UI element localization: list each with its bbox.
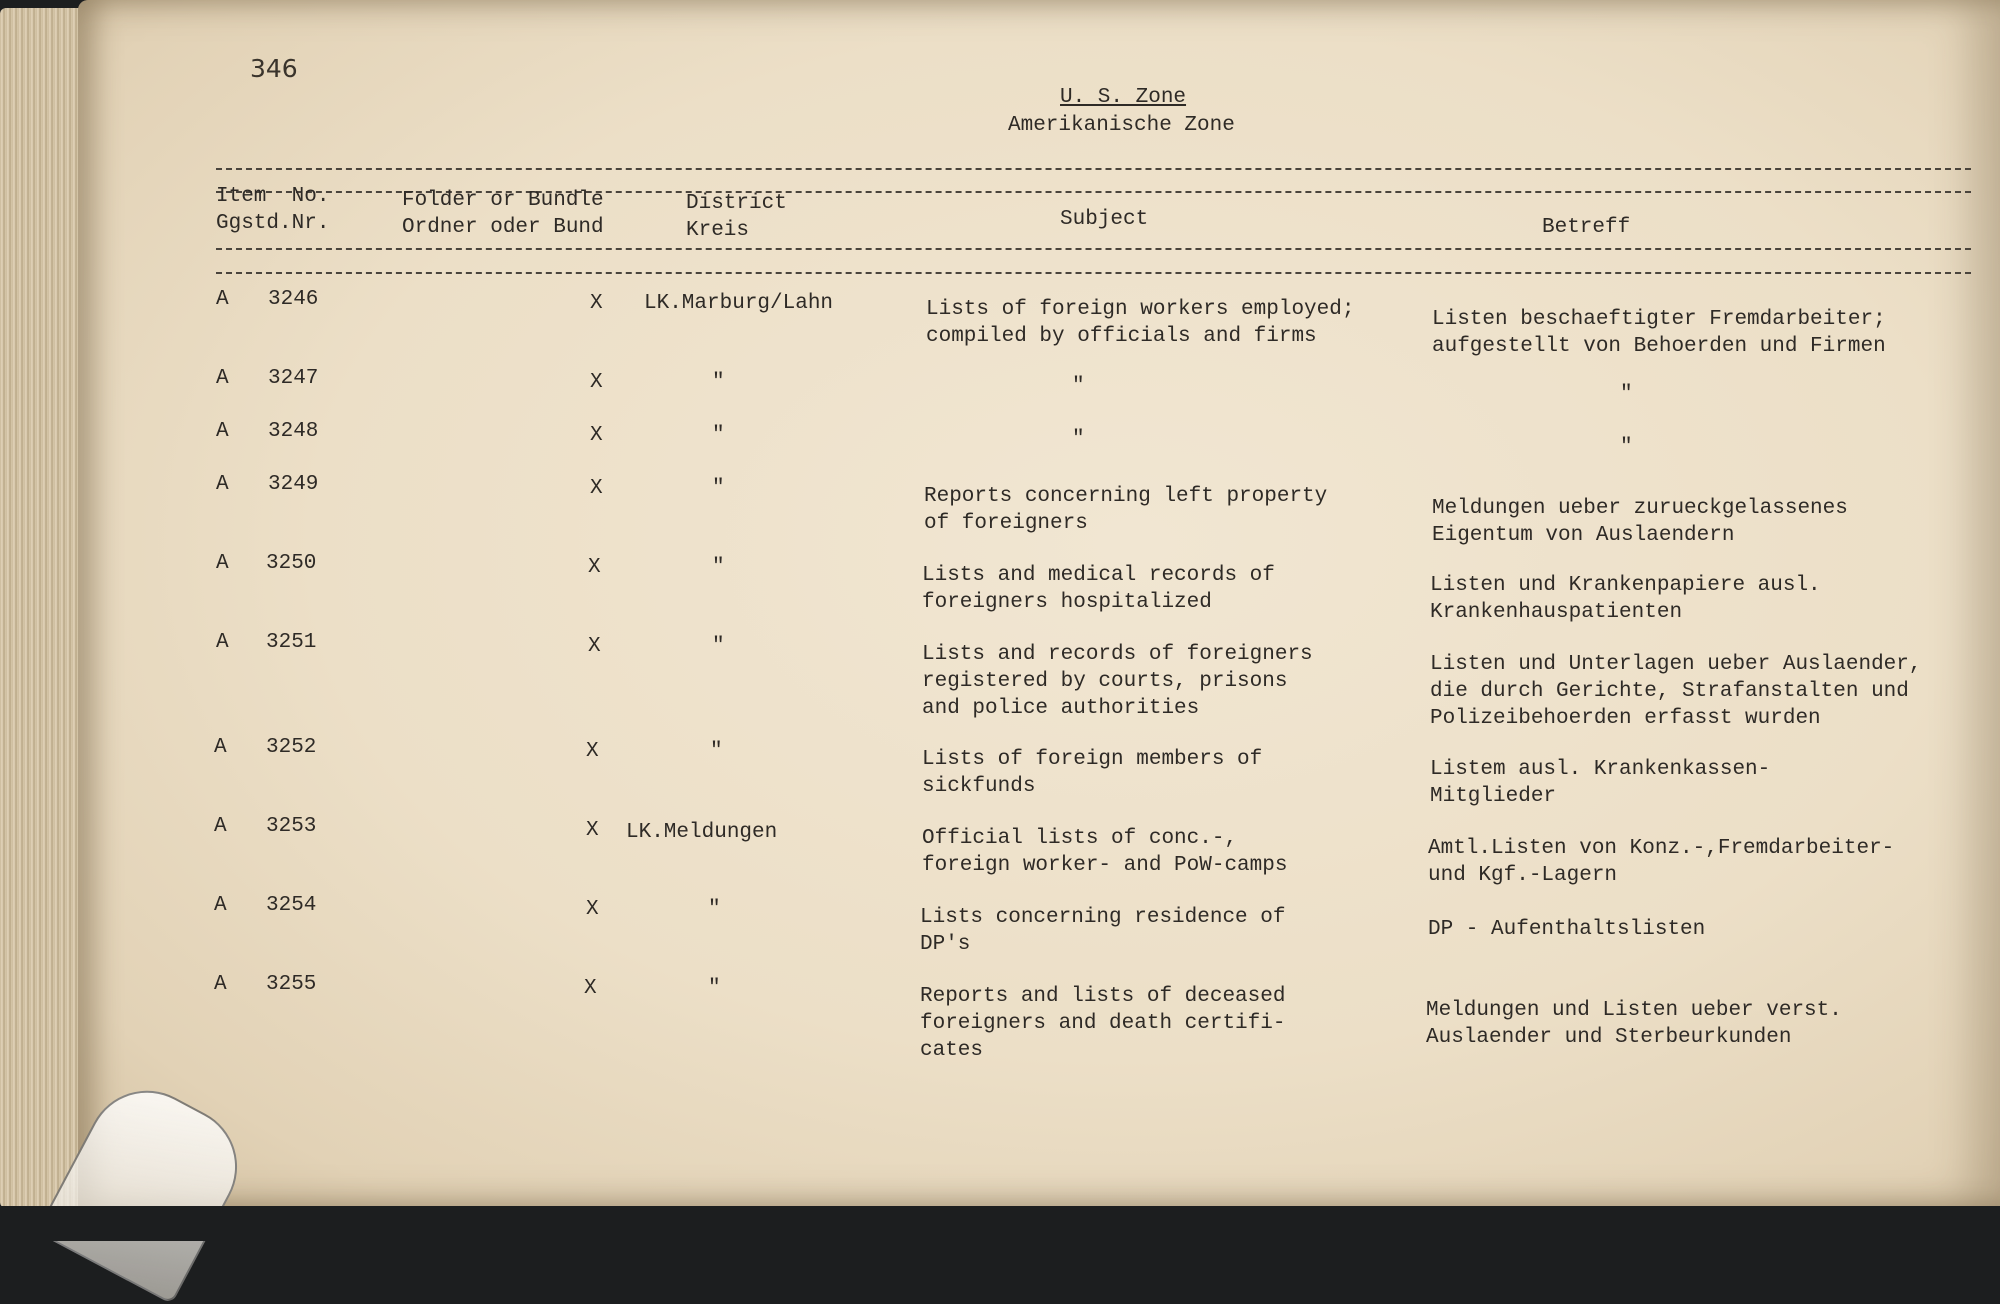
row-district: " bbox=[708, 977, 721, 1000]
row-prefix: A bbox=[216, 473, 229, 496]
row-prefix: A bbox=[216, 367, 229, 390]
row-subject: Lists of foreign workers employed; compiled by officials and firms bbox=[926, 298, 1355, 348]
row-mark: X bbox=[590, 477, 603, 500]
header-folder-de: Ordner oder Bund bbox=[402, 216, 604, 239]
row-betreff: " bbox=[1620, 436, 1633, 459]
row-number: 3255 bbox=[266, 973, 317, 996]
row-betreff: " bbox=[1620, 383, 1633, 406]
row-betreff: Amtl.Listen von Konz.-,Fremdarbeiter- und Kgf.-Lagern bbox=[1428, 837, 1895, 887]
header-district-de: Kreis bbox=[686, 219, 750, 242]
row-prefix: A bbox=[216, 552, 229, 575]
row-mark: X bbox=[586, 898, 599, 921]
row-number: 3254 bbox=[266, 894, 317, 917]
row-mark: X bbox=[590, 371, 603, 394]
row-district: " bbox=[712, 556, 725, 579]
row-subject: " bbox=[1072, 428, 1085, 451]
row-betreff: Listem ausl. Krankenkassen- Mitglieder bbox=[1430, 758, 1771, 808]
row-prefix: A bbox=[214, 736, 227, 759]
row-number: 3246 bbox=[268, 288, 319, 311]
row-subject: Lists and medical records of foreigners hospitalized bbox=[922, 564, 1275, 614]
row-district: " bbox=[708, 898, 721, 921]
row-mark: X bbox=[584, 977, 597, 1000]
row-betreff: Listen beschaeftigter Fremdarbeiter; aufgestellt von Behoerden und Firmen bbox=[1432, 308, 1886, 358]
header-subject: Subject bbox=[1060, 208, 1149, 231]
row-subject: Official lists of conc.-, foreign worker- and PoW-camps bbox=[922, 827, 1288, 877]
row-district: LK.Marburg/Lahn bbox=[644, 292, 834, 315]
row-number: 3247 bbox=[268, 367, 319, 390]
row-district: " bbox=[712, 371, 725, 394]
row-prefix: A bbox=[216, 420, 229, 443]
row-district: LK.Meldungen bbox=[626, 821, 778, 844]
row-subject: Reports concerning left property of foreigners bbox=[924, 485, 1328, 535]
row-number: 3253 bbox=[266, 815, 317, 838]
row-subject: Lists and records of foreigners registered by courts, prisons and police authorities bbox=[922, 643, 1313, 720]
header-bottom-rule bbox=[216, 248, 1971, 250]
header-betreff: Betreff bbox=[1542, 216, 1631, 239]
row-betreff: DP - Aufenthaltslisten bbox=[1428, 918, 1706, 941]
bottom-background bbox=[0, 1206, 2000, 1241]
row-mark: X bbox=[586, 740, 599, 763]
row-subject: Lists concerning residence of DP's bbox=[920, 906, 1286, 956]
row-subject: Reports and lists of deceased foreigners and death certifi- cates bbox=[920, 985, 1286, 1062]
row-mark: X bbox=[590, 424, 603, 447]
header-item-de: Ggstd.Nr. bbox=[216, 212, 330, 235]
row-number: 3250 bbox=[266, 552, 317, 575]
row-prefix: A bbox=[216, 631, 229, 654]
row-subject: Lists of foreign members of sickfunds bbox=[922, 748, 1263, 798]
row-prefix: A bbox=[214, 973, 227, 996]
row-mark: X bbox=[588, 635, 601, 658]
page-title: U. S. Zone bbox=[1060, 86, 1187, 109]
page-number: 346 bbox=[250, 54, 298, 83]
header-bottom-rule-2 bbox=[216, 272, 1971, 274]
row-betreff: Meldungen ueber zurueckgelassenes Eigentum von Auslaendern bbox=[1432, 497, 1848, 547]
row-prefix: A bbox=[214, 815, 227, 838]
row-mark: X bbox=[590, 292, 603, 315]
row-prefix: A bbox=[216, 288, 229, 311]
row-district: " bbox=[712, 635, 725, 658]
header-folder-en: Folder or Bundle bbox=[402, 189, 604, 212]
row-betreff: Meldungen und Listen ueber verst. Auslaender und Sterbeurkunden bbox=[1426, 999, 1842, 1049]
row-prefix: A bbox=[214, 894, 227, 917]
header-top-rule bbox=[216, 168, 1971, 170]
row-subject: " bbox=[1072, 375, 1085, 398]
row-number: 3249 bbox=[268, 473, 319, 496]
row-mark: X bbox=[588, 556, 601, 579]
page-subtitle: Amerikanische Zone bbox=[1008, 114, 1235, 137]
row-number: 3251 bbox=[266, 631, 317, 654]
row-betreff: Listen und Krankenpapiere ausl. Krankenhauspatienten bbox=[1430, 574, 1821, 624]
header-district-en: District bbox=[686, 192, 787, 215]
row-district: " bbox=[712, 424, 725, 447]
row-district: " bbox=[710, 740, 723, 763]
header-item-en: Item No. bbox=[216, 185, 330, 208]
row-number: 3248 bbox=[268, 420, 319, 443]
row-number: 3252 bbox=[266, 736, 317, 759]
row-district: " bbox=[712, 477, 725, 500]
row-mark: X bbox=[586, 819, 599, 842]
row-betreff: Listen und Unterlagen ueber Auslaender, die durch Gerichte, Strafanstalten und Polizeibehoerden erfasst wurden bbox=[1430, 653, 1922, 730]
